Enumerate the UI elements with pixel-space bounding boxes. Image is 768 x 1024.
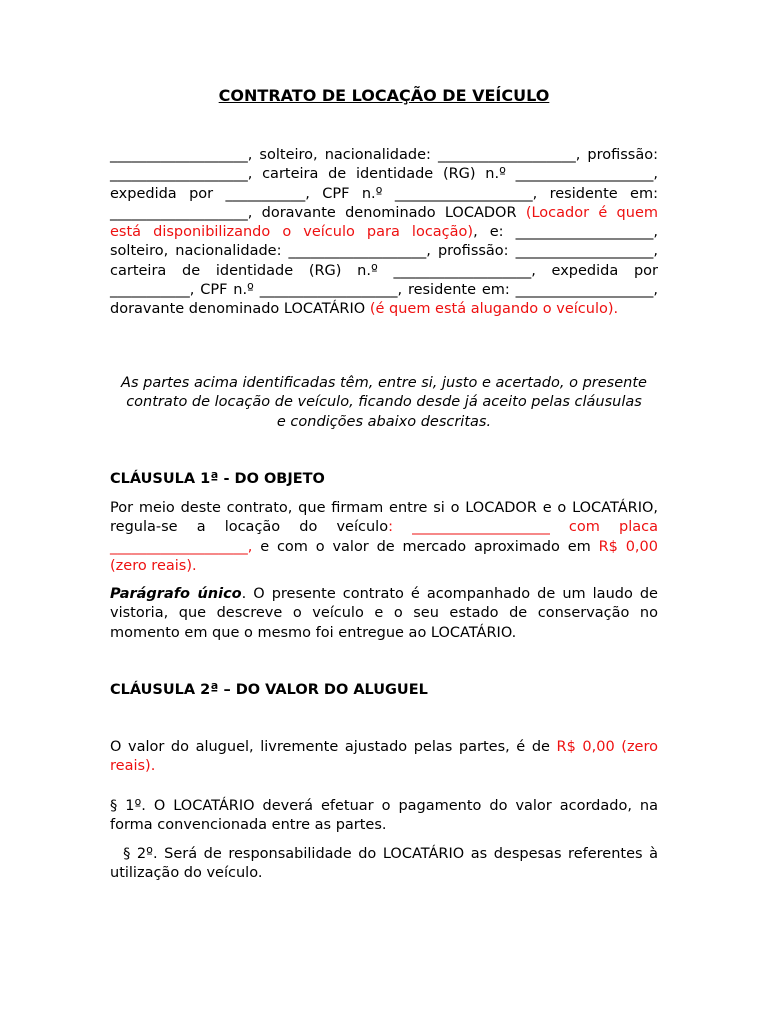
clause-2-value	[110, 738, 658, 777]
intro-paragraph: As partes acima identificadas têm, entre si, justo e acertado, o presente contrato de locação de veículo, ficando desde já aceito pelas cláusulas e condições abaixo descritas.	[121, 375, 647, 430]
locatario-text: , e: ___________________, solteiro, nacionalidade: ___________________, profissão: ___________________, carteira de identidade (RG) n.º ___________________, expedida por ___________, CPF n.º ___________________, residente em: ___________________, doravante denominado LOCATÁRIO	[110, 224, 658, 318]
locador-note: (Locador é quem está disponibilizando o veículo para locação)	[110, 204, 658, 241]
clause-1-paragraph-unico	[110, 585, 658, 643]
paragraph-unico-label: Parágrafo único	[110, 586, 242, 602]
locador-text: ___________________, solteiro, nacionalidade: ___________________, profissão: ___________________, carteira de identidade (RG) n.º ___________________, expedida por ___________, CPF n.º ___________________, residente em: ___________________, doravante denominado LOCADOR	[110, 147, 658, 221]
paragraph-unico-text: . O presente contrato é acompanhado de um laudo de vistoria, que descreve o veículo e o seu estado de conservação no momento em que o mesmo foi entregue ao LOCATÁRIO.	[110, 586, 658, 641]
clause-1-vehicle-fields: : ___________________ com placa ___________________,	[110, 519, 658, 555]
document-title: CONTRATO DE LOCAÇÃO DE VEÍCULO	[218, 86, 550, 105]
clause-1-part1: Por meio deste contrato, que firmam entre si o LOCADOR e o LOCATÁRIO, regula-se a locação do veículo	[110, 500, 658, 536]
clause-2-section-1: § 1º. O LOCATÁRIO deverá efetuar o pagamento do valor acordado, na forma convencionada entre as partes.	[110, 798, 658, 834]
clause-1-part2: e com o valor de mercado aproximado em	[252, 538, 599, 555]
clause-2-heading: CLÁUSULA 2ª – DO VALOR DO ALUGUEL	[110, 682, 428, 698]
parties-paragraph	[110, 146, 658, 320]
clause-2-section-2: § 2º. Será de responsabilidade do LOCATÁRIO as despesas referentes à utilização do veículo.	[110, 846, 663, 882]
clause-1-market-value: R$ 0,00 (zero reais).	[110, 538, 658, 574]
clause-1-text	[110, 499, 658, 576]
locatario-note: (é quem está alugando o veículo).	[369, 301, 619, 318]
clause-2-value-text: O valor do aluguel, livremente ajustado pelas partes, é de	[110, 739, 557, 755]
clause-1-heading: CLÁUSULA 1ª - DO OBJETO	[110, 471, 325, 487]
clause-2-value-amount: R$ 0,00 (zero reais).	[110, 739, 658, 775]
